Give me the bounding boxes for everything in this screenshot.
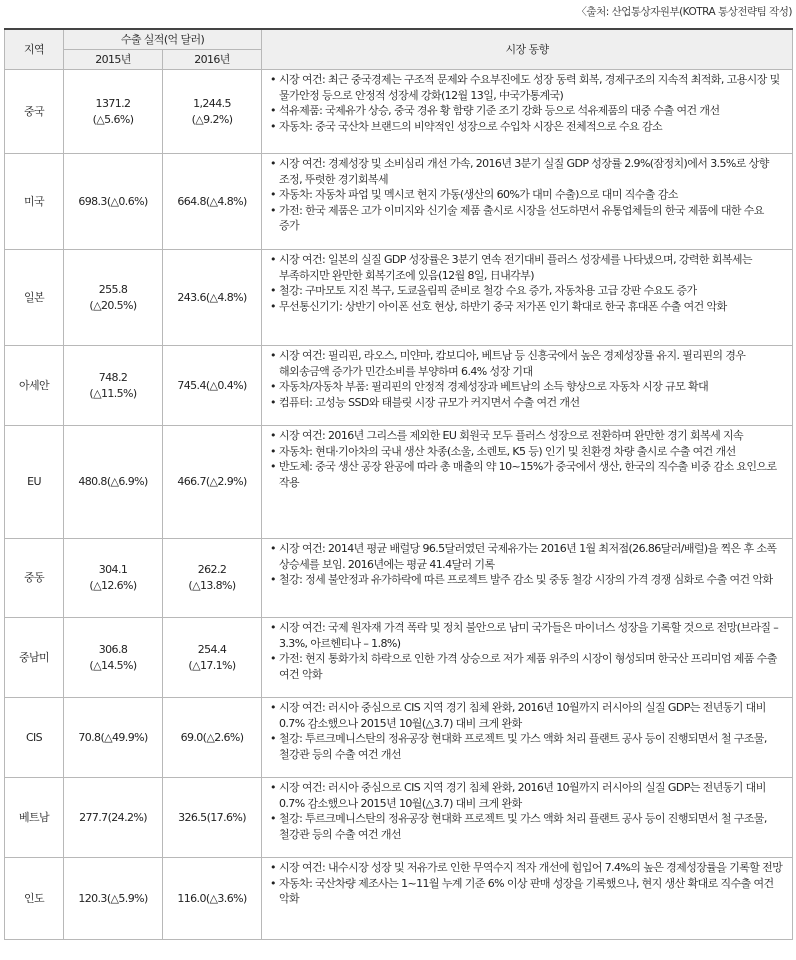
export-value-2015-cell (64, 346, 163, 426)
trend-text: 시장 여건: 필리핀, 라오스, 미얀마, 캄보디아, 베트남 등 신흥국에서 높은 경제성장률 유지. 필리핀의 경우 해외송금액 증가가 민간소비를 부양하며 6.4% 성장 기대 (279, 349, 746, 378)
export-value-2016-cell (163, 70, 262, 154)
growth-rate-2015: (△20.5%) (89, 298, 137, 312)
trend-text: 가전: 현지 통화가치 하락으로 인한 가격 상승으로 저가 제품 위주의 시장이 형성되며 한국산 프리미엄 제품 수출 여건 악화 (279, 652, 777, 681)
growth-rate-2015: (△49.9%) (100, 730, 148, 744)
trend-item (270, 860, 784, 876)
export-value-2016-cell (163, 539, 262, 618)
header-2016: 2016년 (163, 50, 262, 70)
export-value-2016: 326.5 (178, 810, 207, 824)
trend-text: 시장 여건: 일본의 실질 GDP 성장률은 3분기 연속 전기대비 플러스 성장세를 나타냈으며, 강력한 회복세는 부족하지만 완만한 회복기조에 있음(12월 8일, 日내각부) (279, 253, 752, 282)
market-trend-cell (262, 618, 793, 698)
export-value-2015-cell (64, 426, 163, 539)
trend-text: 철강: 구마모토 지진 복구, 도쿄올림픽 준비로 철강 수요 증가, 자동차용 고급 강판 수요도 증가 (279, 284, 697, 298)
market-trend-cell (262, 539, 793, 618)
region-cell: CIS (5, 698, 64, 778)
table-row (5, 778, 793, 858)
trend-list (270, 156, 784, 234)
export-value-2015-cell (64, 858, 163, 940)
table-row (5, 426, 793, 539)
trend-list (270, 541, 784, 588)
trend-text: 철강: 정세 불안정과 유가하락에 따른 프로젝트 발주 감소 및 중동 철강 시장의 가격 경쟁 심화로 수출 여건 악화 (279, 573, 773, 587)
market-trend-cell (262, 858, 793, 940)
growth-rate-2016: (△4.8%) (205, 194, 247, 208)
trend-text: 시장 여건: 최근 중국경제는 구조적 문제와 수요부진에도 성장 동력 회복, 경제구조의 지속적 최적화, 고용시장 및 물가안정 등으로 안정적 성장세 강화(12월 13일, 中국가통계국) (279, 73, 780, 102)
table-row (5, 70, 793, 154)
growth-rate-2015: (△5.6%) (92, 112, 134, 126)
market-trend-cell (262, 154, 793, 250)
market-trend-cell (262, 778, 793, 858)
trend-list (270, 620, 784, 682)
trend-item (270, 187, 784, 203)
export-value-2015: 306.8 (98, 642, 128, 656)
export-value-2015-cell (64, 539, 163, 618)
trend-item (270, 444, 784, 460)
growth-rate-2016: (△4.8%) (205, 290, 247, 304)
trend-list (270, 780, 784, 842)
trend-item (270, 395, 784, 411)
region-cell: 중남미 (5, 618, 64, 698)
trend-item (270, 651, 784, 682)
market-trend-cell (262, 70, 793, 154)
trend-item (270, 379, 784, 395)
trend-item (270, 780, 784, 811)
export-value-2016: 745.4 (177, 378, 206, 392)
market-trend-cell (262, 426, 793, 539)
table-row (5, 858, 793, 940)
export-value-2016: 262.2 (197, 563, 227, 577)
trend-item (270, 620, 784, 651)
export-value-2016-cell (163, 426, 262, 539)
growth-rate-2015: (△12.6%) (89, 579, 137, 592)
market-trend-cell (262, 250, 793, 346)
trend-text: 자동차: 현대·기아차의 국내 생산 차종(소울, 소렌토, K5 등) 인기 및 친환경 차량 출시로 수출 여건 개선 (279, 444, 736, 458)
trend-text: 컴퓨터: 고성능 SSD와 태블릿 시장 규모가 커지면서 수출 여건 개선 (279, 395, 580, 409)
trend-text: 시장 여건: 러시아 중심으로 CIS 지역 경기 침체 완화, 2016년 10월까지 러시아의 실질 GDP는 전년동기 대비 0.7% 감소했으나 2015년 10월(△3.7) 대비 크게 완화 (279, 701, 766, 730)
region-cell: EU (5, 426, 64, 539)
growth-rate-2015: (△5.9%) (106, 891, 148, 905)
export-value-2016: 254.4 (197, 642, 227, 656)
trend-item (270, 541, 784, 572)
table-row (5, 618, 793, 698)
trend-list (270, 428, 784, 490)
export-value-2015: 304.1 (98, 563, 128, 577)
trend-text: 시장 여건: 2016년 그리스를 제외한 EU 회원국 모두 플러스 성장으로 전환하며 완만한 경기 회복세 지속 (279, 429, 744, 442)
export-value-2016: 466.7 (177, 475, 206, 489)
export-value-2015-cell (64, 154, 163, 250)
growth-rate-2015: (24.2%) (107, 810, 147, 824)
trend-text: 시장 여건: 2014년 평균 배럴당 96.5달러였던 국제유가는 2016년 1월 최저점(26.86달러/배럴)을 찍은 후 소폭 상승세를 보임. 2016년에는 평균 41.4달러 기록 (279, 542, 777, 571)
export-value-2015: 277.7 (79, 810, 108, 824)
trend-item (270, 72, 784, 103)
source-note: 〈출처: 산업통상자원부(KOTRA 통상전략팀 작성) (576, 6, 792, 18)
market-trend-cell (262, 346, 793, 426)
trend-list (270, 252, 784, 314)
trend-text: 석유제품: 국제유가 상승, 중국 경유 황 함량 기준 조기 강화 등으로 석유제품의 대중 수출 여건 개선 (279, 104, 720, 118)
export-value-2016-cell (163, 250, 262, 346)
export-value-2015-cell (64, 778, 163, 858)
region-cell: 아세안 (5, 346, 64, 426)
export-value-2016: 69.0 (180, 730, 203, 744)
trend-item (270, 348, 784, 379)
export-value-2015: 120.3 (78, 891, 107, 905)
trend-item (270, 119, 784, 135)
export-value-2015-cell (64, 698, 163, 778)
trend-item (270, 156, 784, 187)
trend-text: 자동차: 중국 국산차 브랜드의 비약적인 성장으로 수입차 시장은 전체적으로 수요 감소 (279, 119, 662, 133)
trend-item (270, 572, 784, 588)
trend-item (270, 811, 784, 842)
trend-list (270, 700, 784, 762)
trend-item (270, 252, 784, 283)
region-cell: 중동 (5, 539, 64, 618)
trend-item (270, 203, 784, 234)
trend-list (270, 348, 784, 410)
export-value-2015-cell (64, 250, 163, 346)
export-value-2015: 698.3 (78, 194, 107, 208)
export-value-2016: 1,244.5 (193, 96, 231, 110)
header-region: 지역 (5, 29, 64, 70)
trend-text: 자동차/자동차 부품: 필리핀의 안정적 경제성장과 베트남의 소득 향상으로 자동차 시장 규모 확대 (279, 380, 709, 394)
trend-text: 시장 여건: 경제성장 및 소비심리 개선 가속, 2016년 3분기 실질 GDP 성장률 2.9%(잠정치)에서 3.5%로 상향 조정, 뚜렷한 경기회복세 (279, 157, 769, 186)
growth-rate-2016: (△17.1%) (188, 658, 236, 672)
export-value-2016-cell (163, 154, 262, 250)
trend-item (270, 428, 784, 444)
trend-list (270, 860, 784, 907)
export-value-2015: 70.8 (78, 730, 101, 744)
export-value-2016: 116.0 (177, 891, 206, 905)
growth-rate-2015: (△14.5%) (89, 658, 137, 672)
table-row (5, 346, 793, 426)
growth-rate-2016: (17.6%) (206, 810, 246, 824)
table-body (5, 70, 793, 940)
growth-rate-2016: (△2.6%) (202, 730, 244, 744)
export-value-2016-cell (163, 618, 262, 698)
trend-item (270, 283, 784, 299)
trend-item (270, 103, 784, 119)
export-value-2016-cell (163, 698, 262, 778)
trend-text: 반도체: 중국 생산 공장 완공에 따라 총 매출의 약 10~15%가 중국에서 생산, 한국의 직수출 비중 감소 요인으로 작용 (279, 460, 777, 489)
growth-rate-2015: (△6.9%) (106, 475, 148, 489)
trend-text: 자동차: 국산차량 제조사는 1~11월 누계 기준 6% 이상 판매 성장을 기록했으나, 현지 생산 확대로 직수출 여건 악화 (279, 876, 774, 906)
trend-text: 가전: 한국 제품은 고가 이미지와 신기술 제품 출시로 시장을 선도하면서 유통업체들의 한국 제품에 대한 수요 증가 (279, 203, 764, 233)
trend-item (270, 700, 784, 731)
market-trend-cell (262, 698, 793, 778)
region-cell: 일본 (5, 250, 64, 346)
growth-rate-2015: (△0.6%) (106, 194, 148, 208)
growth-rate-2016: (△3.6%) (205, 891, 247, 905)
region-cell: 중국 (5, 70, 64, 154)
trend-item (270, 731, 784, 762)
trend-list (270, 72, 784, 134)
export-value-2016-cell (163, 858, 262, 940)
growth-rate-2016: (△13.8%) (188, 579, 236, 592)
table-row (5, 539, 793, 618)
export-value-2016-cell (163, 346, 262, 426)
header-market-trend: 시장 동향 (262, 29, 793, 70)
export-value-2016-cell (163, 778, 262, 858)
export-value-2015: 255.8 (98, 282, 128, 296)
trend-text: 시장 여건: 내수시장 성장 및 저유가로 인한 무역수지 적자 개선에 힘입어 7.4%의 높은 경제성장률을 기록할 전망 (279, 861, 783, 874)
growth-rate-2015: (△11.5%) (89, 386, 137, 400)
trend-text: 철강: 투르크메니스탄의 정유공장 현대화 프로젝트 및 가스 액화 처리 플랜트 공사 등이 진행되면서 철 구조물, 철강관 등의 수출 여건 개선 (279, 732, 767, 761)
trend-item (270, 459, 784, 490)
export-value-2015: 748.2 (98, 370, 128, 384)
trend-text: 시장 여건: 국제 원자재 가격 폭락 및 정치 불안으로 남미 국가들은 마이너스 성장을 기록할 것으로 전망(브라질 –3.3%, 아르헨티나 – 1.8%) (279, 621, 779, 650)
trend-text: 자동차: 자동차 파업 및 멕시코 현지 가동(생산의 60%가 대미 수출)으로 대미 직수출 감소 (279, 188, 678, 202)
export-value-2015: 1371.2 (95, 96, 131, 110)
table-row (5, 250, 793, 346)
export-value-2015-cell (64, 70, 163, 154)
growth-rate-2016: (△0.4%) (205, 378, 247, 392)
export-value-2015-cell (64, 618, 163, 698)
table-row (5, 154, 793, 250)
region-cell: 미국 (5, 154, 64, 250)
trend-text: 철강: 투르크메니스탄의 정유공장 현대화 프로젝트 및 가스 액화 처리 플랜트 공사 등이 진행되면서 철 구조물, 철강관 등의 수출 여건 개선 (279, 812, 767, 841)
growth-rate-2016: (△9.2%) (191, 112, 233, 126)
export-value-2016: 664.8 (177, 194, 206, 208)
growth-rate-2016: (△2.9%) (205, 475, 247, 489)
header-export-performance: 수출 실적(억 달러) (64, 29, 262, 50)
export-value-2016: 243.6 (177, 290, 206, 304)
export-market-table (4, 28, 793, 940)
trend-text: 무선통신기기: 상반기 아이폰 선호 현상, 하반기 중국 저가폰 인기 확대로 한국 휴대폰 수출 여건 악화 (279, 299, 727, 313)
region-cell: 인도 (5, 858, 64, 940)
trend-text: 시장 여건: 러시아 중심으로 CIS 지역 경기 침체 완화, 2016년 10월까지 러시아의 실질 GDP는 전년동기 대비 0.7% 감소했으나 2015년 10월(△3.7) 대비 크게 완화 (279, 781, 766, 810)
table-row (5, 698, 793, 778)
header-2015: 2015년 (64, 50, 163, 70)
trend-item (270, 876, 784, 907)
export-value-2015: 480.8 (78, 475, 107, 489)
trend-item (270, 299, 784, 315)
region-cell: 베트남 (5, 778, 64, 858)
